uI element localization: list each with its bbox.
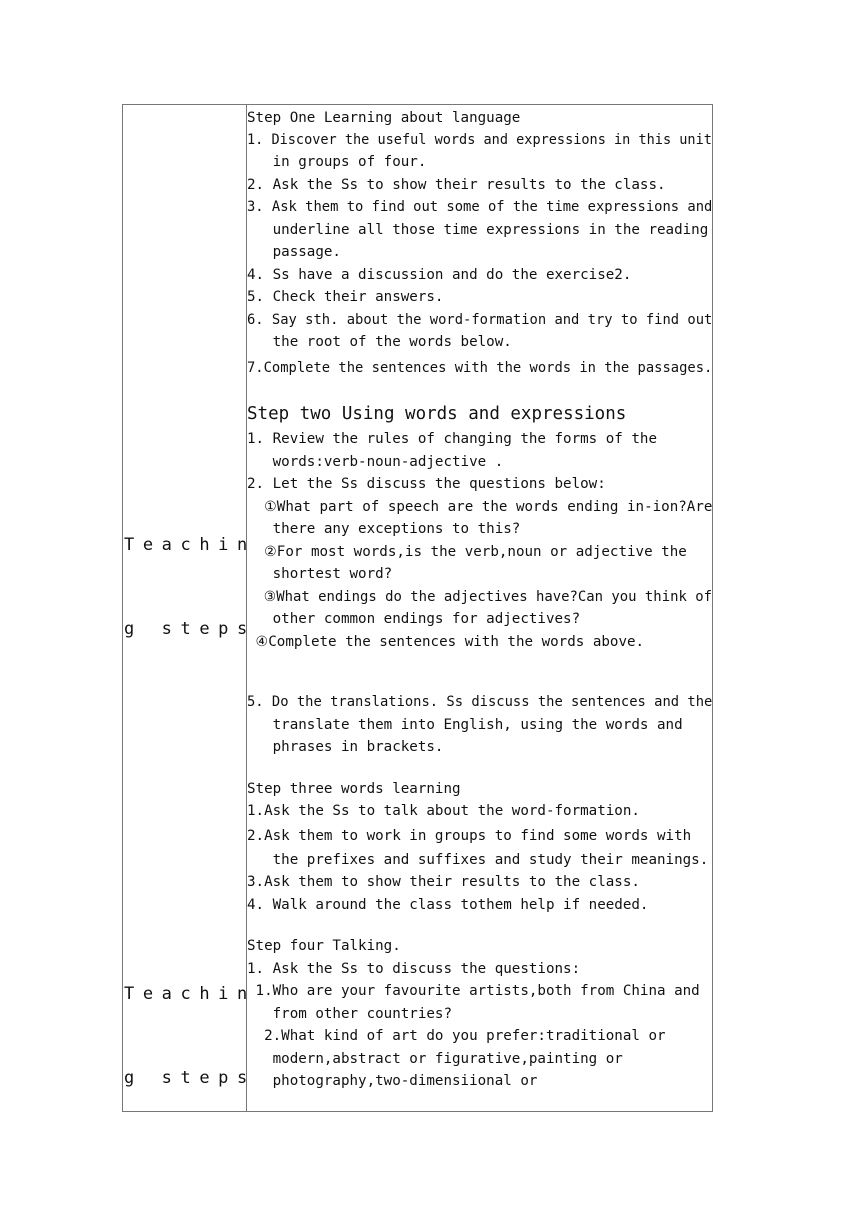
step-four-heading: Step four Talking. (247, 938, 401, 954)
step-two-line: there any exceptions to this? (247, 521, 521, 537)
step-three-line: 1.Ask the Ss to talk about the word-formation. (247, 803, 640, 819)
step-one-line: 4. Ss have a discussion and do the exercise2. (247, 267, 632, 283)
step-two-line: shortest word? (247, 566, 393, 582)
step-two-line: ①What part of speech are the words ending in-ion?Are (247, 499, 713, 515)
step-two-line: ④Complete the sentences with the words above. (247, 634, 645, 650)
step-three-line: 2.Ask them to work in groups to find some words with (247, 828, 692, 844)
step-two-line: ②For most words,is the verb,noun or adjective the (247, 544, 687, 560)
step-two-line: phrases in brackets. (247, 739, 444, 755)
step-three-line: 3.Ask them to show their results to the class. (247, 874, 640, 890)
step-four-line: from other countries? (247, 1006, 452, 1022)
step-one-line: 5. Check their answers. (247, 289, 444, 305)
row-label-line2: g steps (124, 619, 256, 639)
step-four-line: 1.Who are your favourite artists,both from China and (247, 983, 700, 999)
step-four-line: 2.What kind of art do you prefer:traditional or (247, 1028, 666, 1044)
step-two-line: 2. Let the Ss discuss the questions below: (247, 476, 606, 492)
step-three-heading: Step three words learning (247, 781, 461, 797)
step-four-line: modern,abstract or figurative,painting or (247, 1051, 623, 1067)
step-two-line: translate them into English, using the words and (247, 717, 683, 733)
step-two-line: 5. Do the translations. Ss discuss the sentences and the (247, 694, 713, 710)
step-one-line: underline all those time expressions in the reading (247, 222, 709, 238)
row-label-line2: g steps (124, 1068, 256, 1088)
step-two-line: ③What endings do the adjectives have?Can you think of (247, 589, 712, 605)
step-one-line: 1. Discover the useful words and expressions in this unit (247, 132, 712, 148)
step-one-line: 2. Ask the Ss to show their results to the class. (247, 177, 666, 193)
step-one-line: 7.Complete the sentences with the words in the passages. (247, 360, 713, 376)
step-one-line: passage. (247, 244, 341, 260)
step-three-line: 4. Walk around the class tothem help if needed. (247, 897, 649, 913)
teaching-steps-table (122, 104, 713, 1112)
step-four-line: 1. Ask the Ss to discuss the questions: (247, 961, 581, 977)
row-label-lower (123, 924, 256, 1148)
row-label-upper (123, 475, 256, 699)
step-two-line: other common endings for adjectives? (247, 611, 581, 627)
step-one-line: in groups of four. (247, 154, 427, 170)
row-label-line1: Teachin (124, 535, 256, 555)
step-two-line: 1. Review the rules of changing the forms of the (247, 431, 657, 447)
step-three-line: the prefixes and suffixes and study their meanings. (247, 852, 709, 868)
step-two-heading: Step two Using words and expressions (247, 404, 627, 424)
row-label-line1: Teachin (124, 984, 256, 1004)
step-two-line: words:verb-noun-adjective . (247, 454, 504, 470)
step-one-line: 3. Ask them to find out some of the time expressions and (247, 199, 713, 215)
step-one-line: the root of the words below. (247, 334, 512, 350)
step-one-line: 6. Say sth. about the word-formation and try to find out (247, 312, 713, 328)
step-one-heading: Step One Learning about language (247, 110, 521, 126)
step-four-line: photography,two-dimensiional or (247, 1073, 538, 1089)
